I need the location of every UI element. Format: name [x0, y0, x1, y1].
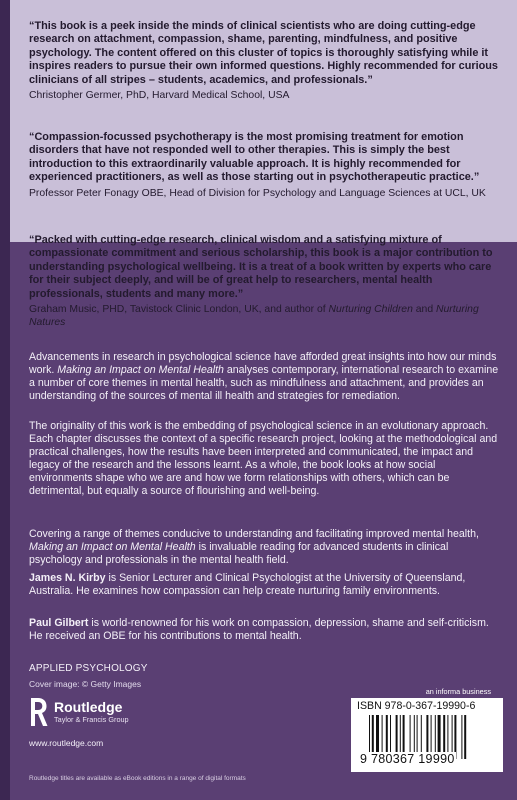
description-paragraph-1: Advancements in research in psychological science have afforded great insights into how our minds work. Making an Impact on Mental Health analyses contemporary, international research to examine a number of core themes in mental health, such as mindfulness and attachment, and provides an understanding of the sources of mental ill health and strategies for remediation.: [29, 351, 499, 403]
spine-edge-stripe: [0, 0, 10, 800]
publisher-subtitle: Taylor & Francis Group: [54, 715, 129, 724]
informa-business-label: an informa business: [425, 687, 491, 696]
endorsement-text: “Compassion-focussed psychotherapy is the most promising treatment for emotion disorders that have not responded well to other therapies. This is simply the best introduction to this extraordinarily valuable approach. It is highly recommended for experienced practitioners, as well as those starting out in psychotherapeutic practice.”: [29, 131, 480, 184]
description-paragraph-2: The originality of this work is the embedding of psychological science in an evolutionary approach. Each chapter discusses the context of a specific research project, looking at the methodological and practical challenges, how the results have been interpreted and communicated, the impact and legacy of the research and the lessons learnt. As a whole, the book looks at how social environments shape who we are and how we form relationships with others, which can be detrimental, but equally a source of flourishing and well-being.: [29, 420, 498, 498]
endorsement-music: [29, 234, 507, 329]
author-bio-gilbert: Paul Gilbert is world-renowned for his work on compassion, depression, shame and self-criticism. He received an OBE for his contributions to mental health.: [29, 617, 489, 643]
author-bio-kirby: James N. Kirby is Senior Lecturer and Clinical Psychologist at the University of Queensland, Australia. He examines how compassion can help create nurturing family environments.: [29, 572, 466, 598]
endorsement-fonagy: [29, 131, 507, 200]
isbn-number: ISBN 978-0-367-19990-6: [357, 700, 476, 712]
ebook-availability-note: Routledge titles are available as eBook editions in a range of digital formats: [29, 775, 246, 782]
endorsements-panel: [10, 0, 517, 329]
series-label: APPLIED PSYCHOLOGY: [29, 663, 148, 674]
barcode-number: 9 780367 19990: [360, 752, 455, 766]
endorsement-attribution: Professor Peter Fonagy OBE, Head of Division for Psychology and Language Sciences at UCL, UK: [29, 187, 486, 199]
routledge-logo: [29, 697, 129, 727]
cover-image-credit: Cover image: © Getty Images: [29, 679, 142, 689]
endorsement-attribution: Christopher Germer, PhD, Harvard Medical School, USA: [29, 90, 290, 102]
endorsement-text: “This book is a peek inside the minds of clinical scientists who are doing cutting-edge research on attachment, compassion, shame, parenting, mindfulness, and positive psychology. The content offered on this cluster of topics is thoroughly satisfying while it inspires readers to pursue their own informed questions. Highly recommended for curious clinicians of all stripes – students, academics, and professionals.”: [29, 20, 498, 86]
isbn-barcode: [351, 698, 503, 772]
endorsement-attribution: Graham Music, PHD, Tavistock Clinic London, UK, and author of Nurturing Children and Nurturing Natures: [29, 304, 479, 329]
routledge-r-icon: [29, 697, 49, 727]
publisher-url[interactable]: www.routledge.com: [29, 738, 104, 748]
endorsement-germer: [29, 20, 507, 102]
endorsement-text: “Packed with cutting-edge research, clinical wisdom and a satisfying mixture of compassionate commitment and serious scholarship, this book is a major contribution to understanding psychological wellbeing. It is a treat of a book written by experts who care for their subject deeply, and will be of great help to researchers, mental health professionals, students and many more.”: [29, 234, 493, 300]
description-paragraph-3: Covering a range of themes conducive to understanding and facilitating improved mental health, Making an Impact on Mental Health is invaluable reading for advanced students in clinical psychology and professionals in the mental health field.: [29, 528, 479, 567]
publisher-name: Routledge: [54, 699, 123, 715]
